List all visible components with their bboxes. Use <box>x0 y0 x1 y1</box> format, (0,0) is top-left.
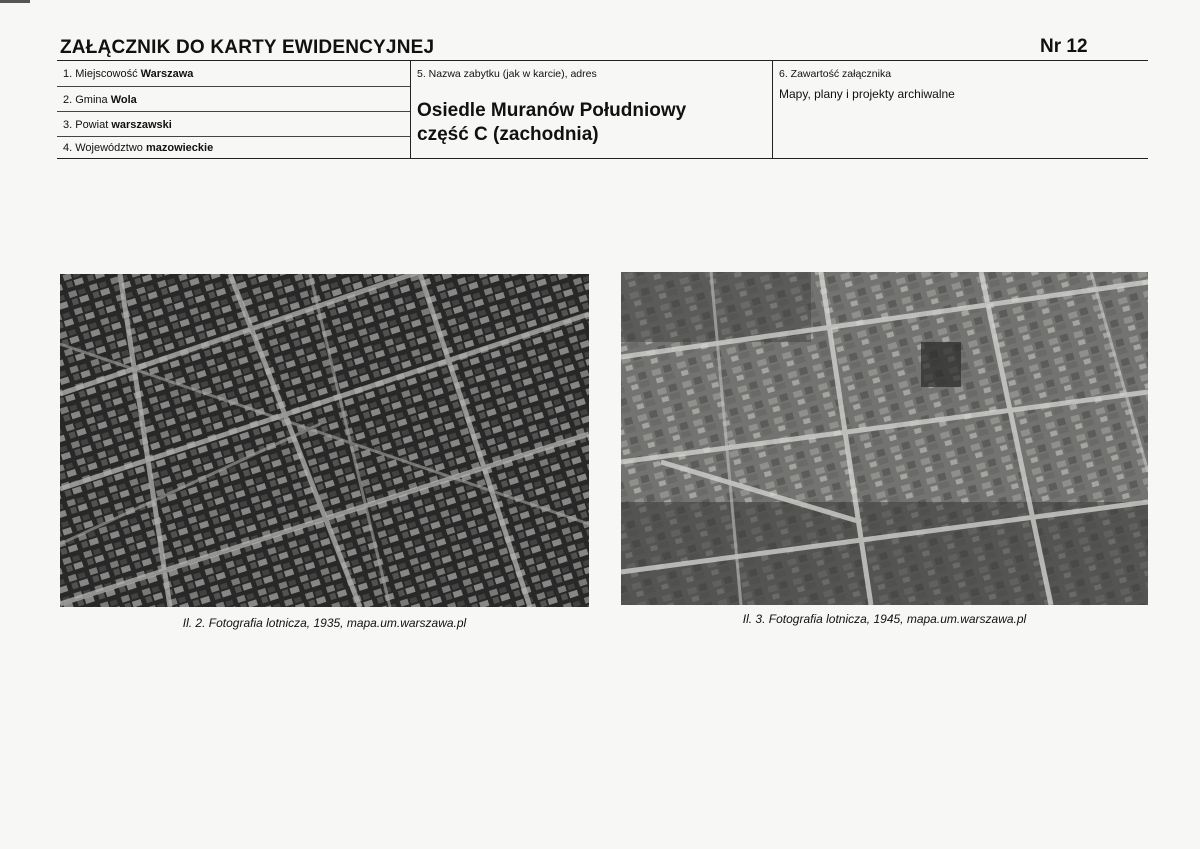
aerial-photo-1935 <box>60 274 589 607</box>
photo-caption-1935: Il. 2. Fotografia lotnicza, 1935, mapa.um.warszawa.pl <box>182 616 467 630</box>
county-value: warszawski <box>111 119 172 131</box>
locality-value: Warszawa <box>140 68 194 80</box>
monument-label: 5. Nazwa zabytku (jak w karcie), adres <box>417 68 597 80</box>
commune-value: Wola <box>110 94 137 106</box>
content-value: Mapy, plany i projekty archiwalne <box>779 87 955 101</box>
document-title: ZAŁĄCZNIK DO KARTY EWIDENCYJNEJ <box>60 37 435 58</box>
aerial-photo-1945 <box>621 272 1148 605</box>
voivodeship-value: mazowieckie <box>145 142 214 154</box>
row-divider <box>57 86 410 87</box>
document-number: Nr 12 <box>1040 36 1088 57</box>
monument-name-line2: część C (zachodnia) <box>417 124 599 145</box>
content-label: 6. Zawartość załącznika <box>779 68 892 80</box>
aerial-photo-1945-image <box>621 272 1148 605</box>
table-top-rule <box>57 60 1148 61</box>
commune-field <box>63 94 137 107</box>
table-bottom-rule <box>57 158 1148 159</box>
monument-name-line1: Osiedle Muranów Południowy <box>417 100 687 121</box>
table-column-divider <box>410 60 411 158</box>
table-column-divider <box>772 60 773 158</box>
locality-field <box>63 68 193 81</box>
monument-name <box>417 99 686 147</box>
commune-label: 2. Gmina <box>63 94 108 106</box>
row-divider <box>57 111 410 112</box>
county-field <box>63 119 172 132</box>
voivodeship-label: 4. Województwo <box>63 142 143 154</box>
photo-caption-1945: Il. 3. Fotografia lotnicza, 1945, mapa.um.warszawa.pl <box>742 612 1027 626</box>
voivodeship-field <box>63 142 213 155</box>
row-divider <box>57 136 410 137</box>
scan-edge-mark <box>0 0 30 3</box>
county-label: 3. Powiat <box>63 119 109 131</box>
locality-label: 1. Miejscowość <box>63 68 138 80</box>
aerial-photo-1935-image <box>60 274 589 607</box>
